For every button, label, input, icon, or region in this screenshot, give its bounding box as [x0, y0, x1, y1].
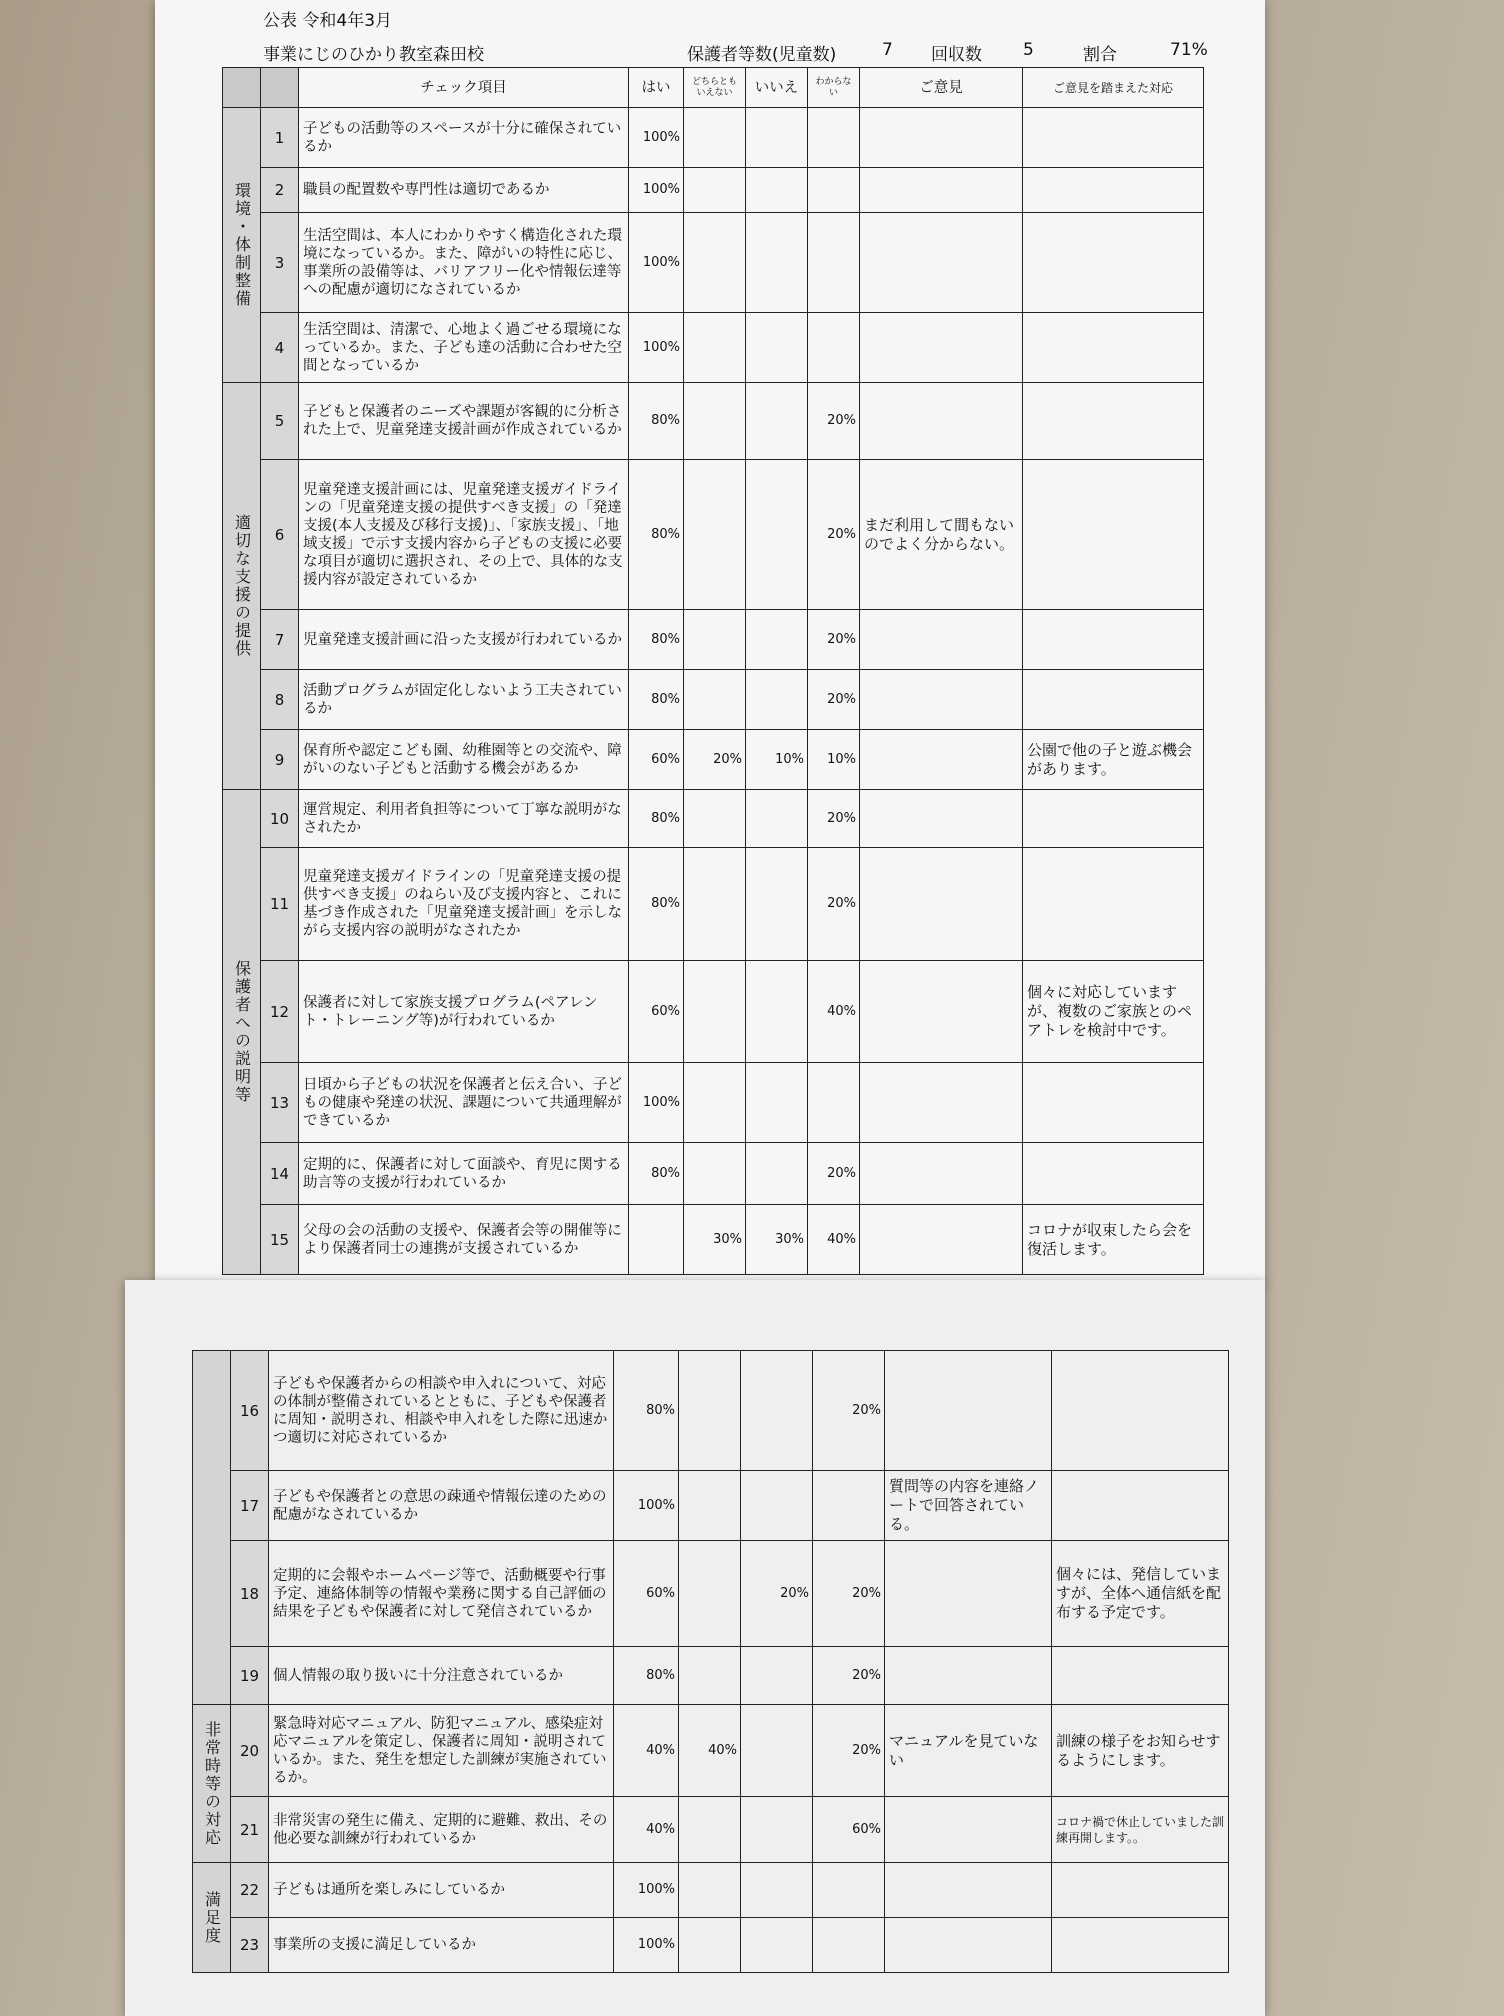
- item-number: 1: [261, 108, 299, 168]
- table-row: [193, 1863, 1229, 1918]
- table-row: [193, 1918, 1229, 1973]
- table-row: [223, 848, 1204, 961]
- table-row: [223, 313, 1204, 383]
- table-row: [223, 168, 1204, 213]
- check-item: 子どもと保護者のニーズや課題が客観的に分析された上で、児童発達支援計画が作成されているか: [299, 383, 629, 460]
- comment-cell: 質問等の内容を連絡ノートで回答されている。: [885, 1471, 1052, 1541]
- answer-neutral: [679, 1541, 741, 1647]
- item-number: 3: [261, 213, 299, 313]
- published-date: 公表 令和4年3月: [263, 11, 393, 31]
- category-support: 適切な支援の提供: [223, 383, 261, 790]
- answer-neutral: [684, 1143, 746, 1205]
- answer-neutral: [684, 1063, 746, 1143]
- response-cell: [1023, 108, 1204, 168]
- category-explain: 保護者への説明等: [223, 790, 261, 1275]
- answer-unknown: 40%: [808, 961, 860, 1063]
- response-cell: [1023, 313, 1204, 383]
- answer-yes: 40%: [614, 1797, 679, 1863]
- answer-unknown: 20%: [813, 1541, 885, 1647]
- answer-yes: 80%: [629, 610, 684, 670]
- comment-cell: [885, 1918, 1052, 1973]
- answer-yes: 80%: [629, 383, 684, 460]
- answer-yes: 80%: [629, 790, 684, 848]
- col-unknown: わからない: [808, 68, 860, 108]
- item-number: 21: [231, 1797, 269, 1863]
- answer-neutral: [684, 848, 746, 961]
- answer-no: [746, 168, 808, 213]
- answer-no: 10%: [746, 730, 808, 790]
- response-cell: [1023, 168, 1204, 213]
- item-number: 6: [261, 460, 299, 610]
- answer-neutral: [684, 313, 746, 383]
- survey-sheet-1: [155, 0, 1265, 1285]
- answer-neutral: [679, 1863, 741, 1918]
- check-item: 事業所の支援に満足しているか: [269, 1918, 614, 1973]
- check-item: 児童発達支援ガイドラインの「児童発達支援の提供すべき支援」のねらい及び支援内容と、これに基づき作成された「児童発達支援計画」を示しながら支援内容の説明がなされたか: [299, 848, 629, 961]
- answer-no: [741, 1797, 813, 1863]
- comment-cell: [860, 670, 1023, 730]
- answer-unknown: [808, 108, 860, 168]
- table-row: [223, 213, 1204, 313]
- category-satisfaction: 満足度: [193, 1863, 231, 1973]
- answer-yes: 80%: [629, 670, 684, 730]
- collected-label: 回収数: [931, 45, 982, 65]
- comment-cell: マニュアルを見ていない: [885, 1705, 1052, 1797]
- answer-yes: 100%: [629, 313, 684, 383]
- answer-neutral: [684, 108, 746, 168]
- answer-yes: 80%: [629, 460, 684, 610]
- answer-unknown: [813, 1471, 885, 1541]
- answer-neutral: [679, 1351, 741, 1471]
- table-row: [193, 1351, 1229, 1471]
- check-item: 緊急時対応マニュアル、防犯マニュアル、感染症対応マニュアルを策定し、保護者に周知・説明されているか。また、発生を想定した訓練が実施されているか。: [269, 1705, 614, 1797]
- answer-no: [746, 848, 808, 961]
- answer-neutral: [684, 961, 746, 1063]
- response-cell: 訓練の様子をお知らせするようにします。: [1052, 1705, 1229, 1797]
- check-item: 定期的に、保護者に対して面談や、育児に関する助言等の支援が行われているか: [299, 1143, 629, 1205]
- table-row: [223, 961, 1204, 1063]
- answer-neutral: 20%: [684, 730, 746, 790]
- answer-neutral: 30%: [684, 1205, 746, 1275]
- comment-cell: [860, 610, 1023, 670]
- comment-cell: [860, 213, 1023, 313]
- answer-yes: 80%: [614, 1351, 679, 1471]
- ratio-label: 割合: [1083, 45, 1117, 65]
- table-row: [193, 1797, 1229, 1863]
- answer-no: [741, 1918, 813, 1973]
- answer-neutral: [684, 383, 746, 460]
- item-number: 13: [261, 1063, 299, 1143]
- comment-cell: [860, 313, 1023, 383]
- collected-count: 5: [1023, 40, 1034, 60]
- response-cell: [1052, 1647, 1229, 1705]
- response-cell: [1023, 670, 1204, 730]
- item-number: 2: [261, 168, 299, 213]
- ratio-value: 71%: [1170, 40, 1208, 60]
- table-row: [193, 1705, 1229, 1797]
- item-number: 12: [261, 961, 299, 1063]
- answer-unknown: 20%: [808, 383, 860, 460]
- col-no: いいえ: [746, 68, 808, 108]
- comment-cell: [885, 1351, 1052, 1471]
- item-number: 14: [261, 1143, 299, 1205]
- answer-unknown: 20%: [808, 790, 860, 848]
- answer-no: [746, 383, 808, 460]
- check-item: 生活空間は、本人にわかりやすく構造化された環境になっているか。また、障がいの特性に応じ、事業所の設備等は、バリアフリー化や情報伝達等への配慮が適切になされているか: [299, 213, 629, 313]
- table-row: [223, 670, 1204, 730]
- response-cell: コロナ禍で休止していました訓練再開します。。: [1052, 1797, 1229, 1863]
- item-number: 11: [261, 848, 299, 961]
- check-item: 保護者に対して家族支援プログラム(ペアレント・トレーニング等)が行われているか: [299, 961, 629, 1063]
- answer-unknown: [808, 313, 860, 383]
- comment-cell: [885, 1863, 1052, 1918]
- answer-unknown: 20%: [808, 460, 860, 610]
- check-item: 子どもや保護者との意思の疎通や情報伝達のための配慮がなされているか: [269, 1471, 614, 1541]
- answer-no: [741, 1705, 813, 1797]
- header-row: [223, 68, 1204, 108]
- check-item: 個人情報の取り扱いに十分注意されているか: [269, 1647, 614, 1705]
- item-number: 19: [231, 1647, 269, 1705]
- table-row: [223, 108, 1204, 168]
- comment-cell: [860, 168, 1023, 213]
- table-row: [193, 1471, 1229, 1541]
- item-number: 16: [231, 1351, 269, 1471]
- answer-neutral: [679, 1797, 741, 1863]
- answer-neutral: [684, 460, 746, 610]
- answer-unknown: 20%: [813, 1705, 885, 1797]
- answer-no: [741, 1471, 813, 1541]
- answer-no: 20%: [741, 1541, 813, 1647]
- check-item: 運営規定、利用者負担等について丁寧な説明がなされたか: [299, 790, 629, 848]
- answer-neutral: [684, 168, 746, 213]
- comment-cell: [885, 1797, 1052, 1863]
- answer-no: 30%: [746, 1205, 808, 1275]
- answer-yes: 100%: [629, 168, 684, 213]
- response-cell: [1023, 848, 1204, 961]
- answer-unknown: 60%: [813, 1797, 885, 1863]
- header-blank-num: [261, 68, 299, 108]
- comment-cell: [885, 1647, 1052, 1705]
- response-cell: [1023, 610, 1204, 670]
- table-row: [223, 383, 1204, 460]
- table-row: [223, 460, 1204, 610]
- answer-no: [746, 790, 808, 848]
- comment-cell: [885, 1541, 1052, 1647]
- table-row: [223, 790, 1204, 848]
- check-item: 子どもの活動等のスペースが十分に確保されているか: [299, 108, 629, 168]
- table-row: [193, 1647, 1229, 1705]
- survey-sheet-2: [125, 1280, 1265, 2016]
- response-cell: [1023, 213, 1204, 313]
- response-cell: [1023, 790, 1204, 848]
- check-item: 保育所や認定こども園、幼稚園等との交流や、障がいのない子どもと活動する機会があるか: [299, 730, 629, 790]
- answer-no: [741, 1647, 813, 1705]
- item-number: 15: [261, 1205, 299, 1275]
- answer-unknown: 20%: [808, 1143, 860, 1205]
- item-number: 23: [231, 1918, 269, 1973]
- response-cell: 個々に対応していますが、複数のご家族とのペアトレを検討中です。: [1023, 961, 1204, 1063]
- answer-yes: 60%: [629, 730, 684, 790]
- comment-cell: [860, 961, 1023, 1063]
- survey-table-1: [222, 67, 1204, 1275]
- answer-yes: 80%: [629, 848, 684, 961]
- answer-yes: 60%: [614, 1541, 679, 1647]
- check-item: 活動プログラムが固定化しないよう工夫されているか: [299, 670, 629, 730]
- check-item: 定期的に会報やホームページ等で、活動概要や行事予定、連絡体制等の情報や業務に関する自己評価の結果を子どもや保護者に対して発信されているか: [269, 1541, 614, 1647]
- answer-unknown: 20%: [808, 610, 860, 670]
- check-item: 子どもや保護者からの相談や申入れについて、対応の体制が整備されているとともに、子どもや保護者に周知・説明され、相談や申入れをした際に迅速かつ適切に対応されているか: [269, 1351, 614, 1471]
- response-cell: [1023, 1063, 1204, 1143]
- guardians-label: 保護者等数(児童数): [687, 45, 837, 65]
- item-number: 7: [261, 610, 299, 670]
- response-cell: コロナが収束したら会を復活します。: [1023, 1205, 1204, 1275]
- answer-neutral: 40%: [679, 1705, 741, 1797]
- answer-yes: 80%: [614, 1647, 679, 1705]
- answer-unknown: 20%: [813, 1647, 885, 1705]
- check-item: 日頃から子どもの状況を保護者と伝え合い、子どもの健康や発達の状況、課題について共通理解ができているか: [299, 1063, 629, 1143]
- answer-unknown: 20%: [813, 1351, 885, 1471]
- answer-no: [746, 610, 808, 670]
- answer-neutral: [679, 1471, 741, 1541]
- answer-neutral: [684, 213, 746, 313]
- answer-unknown: 20%: [808, 670, 860, 730]
- answer-no: [746, 460, 808, 610]
- answer-no: [746, 313, 808, 383]
- item-number: 4: [261, 313, 299, 383]
- col-neutral: どちらともいえない: [684, 68, 746, 108]
- check-item: 児童発達支援計画に沿った支援が行われているか: [299, 610, 629, 670]
- col-response: ご意見を踏まえた対応: [1023, 68, 1204, 108]
- item-number: 10: [261, 790, 299, 848]
- response-cell: [1052, 1471, 1229, 1541]
- answer-neutral: [684, 790, 746, 848]
- answer-yes: [629, 1205, 684, 1275]
- answer-unknown: [808, 213, 860, 313]
- response-cell: 公園で他の子と遊ぶ機会があります。: [1023, 730, 1204, 790]
- comment-cell: [860, 108, 1023, 168]
- check-item: 生活空間は、清潔で、心地よく過ごせる環境になっているか。また、子ども達の活動に合わせた空間となっているか: [299, 313, 629, 383]
- response-cell: [1052, 1863, 1229, 1918]
- item-number: 22: [231, 1863, 269, 1918]
- item-number: 18: [231, 1541, 269, 1647]
- guardians-count: 7: [882, 40, 893, 60]
- comment-cell: [860, 383, 1023, 460]
- comment-cell: まだ利用して間もないのでよく分からない。: [860, 460, 1023, 610]
- answer-unknown: 20%: [808, 848, 860, 961]
- comment-cell: [860, 1143, 1023, 1205]
- item-number: 9: [261, 730, 299, 790]
- item-number: 20: [231, 1705, 269, 1797]
- answer-yes: 60%: [629, 961, 684, 1063]
- category-env: 環境・体制整備: [223, 108, 261, 383]
- answer-yes: 100%: [629, 213, 684, 313]
- item-number: 5: [261, 383, 299, 460]
- header-blank-cat: [223, 68, 261, 108]
- answer-no: [746, 1143, 808, 1205]
- category-emergency: 非常時等の対応: [193, 1705, 231, 1863]
- answer-yes: 100%: [629, 1063, 684, 1143]
- col-yes: はい: [629, 68, 684, 108]
- answer-yes: 100%: [614, 1918, 679, 1973]
- answer-no: [746, 1063, 808, 1143]
- col-comments: ご意見: [860, 68, 1023, 108]
- category-explain2: [193, 1351, 231, 1705]
- check-item: 父母の会の活動の支援や、保護者会等の開催等により保護者同士の連携が支援されているか: [299, 1205, 629, 1275]
- comment-cell: [860, 730, 1023, 790]
- answer-unknown: 10%: [808, 730, 860, 790]
- facility-name: 事業にじのひかり教室森田校: [263, 45, 484, 65]
- answer-no: [746, 961, 808, 1063]
- item-number: 17: [231, 1471, 269, 1541]
- check-item: 子どもは通所を楽しみにしているか: [269, 1863, 614, 1918]
- answer-unknown: [808, 168, 860, 213]
- answer-neutral: [679, 1647, 741, 1705]
- check-item: 児童発達支援計画には、児童発達支援ガイドラインの「児童発達支援の提供すべき支援」の「発達支援(本人支援及び移行支援)」、「家族支援」、「地域支援」で示す支援内容から子どもの支援に必要な項目が適切に選択され、その上で、具体的な支援内容が設定されているか: [299, 460, 629, 610]
- answer-no: [746, 108, 808, 168]
- answer-yes: 80%: [629, 1143, 684, 1205]
- answer-unknown: [813, 1918, 885, 1973]
- table-row: [223, 1143, 1204, 1205]
- answer-unknown: [808, 1063, 860, 1143]
- comment-cell: [860, 790, 1023, 848]
- table-row: [223, 610, 1204, 670]
- answer-unknown: 40%: [808, 1205, 860, 1275]
- survey-table-2: [192, 1350, 1229, 1973]
- answer-yes: 40%: [614, 1705, 679, 1797]
- answer-no: [741, 1351, 813, 1471]
- check-item: 非常災害の発生に備え、定期的に避難、救出、その他必要な訓練が行われているか: [269, 1797, 614, 1863]
- answer-no: [746, 670, 808, 730]
- response-cell: 個々には、発信していますが、全体へ通信紙を配布する予定です。: [1052, 1541, 1229, 1647]
- answer-neutral: [684, 610, 746, 670]
- col-item: チェック項目: [299, 68, 629, 108]
- answer-yes: 100%: [614, 1471, 679, 1541]
- response-cell: [1052, 1918, 1229, 1973]
- table-row: [223, 1063, 1204, 1143]
- response-cell: [1023, 383, 1204, 460]
- table-row: [223, 730, 1204, 790]
- check-item: 職員の配置数や専門性は適切であるか: [299, 168, 629, 213]
- item-number: 8: [261, 670, 299, 730]
- answer-neutral: [679, 1918, 741, 1973]
- answer-no: [741, 1863, 813, 1918]
- response-cell: [1023, 1143, 1204, 1205]
- answer-yes: 100%: [614, 1863, 679, 1918]
- answer-neutral: [684, 670, 746, 730]
- comment-cell: [860, 1205, 1023, 1275]
- answer-no: [746, 213, 808, 313]
- comment-cell: [860, 848, 1023, 961]
- table-row: [193, 1541, 1229, 1647]
- response-cell: [1052, 1351, 1229, 1471]
- response-cell: [1023, 460, 1204, 610]
- answer-yes: 100%: [629, 108, 684, 168]
- table-row: [223, 1205, 1204, 1275]
- comment-cell: [860, 1063, 1023, 1143]
- answer-unknown: [813, 1863, 885, 1918]
